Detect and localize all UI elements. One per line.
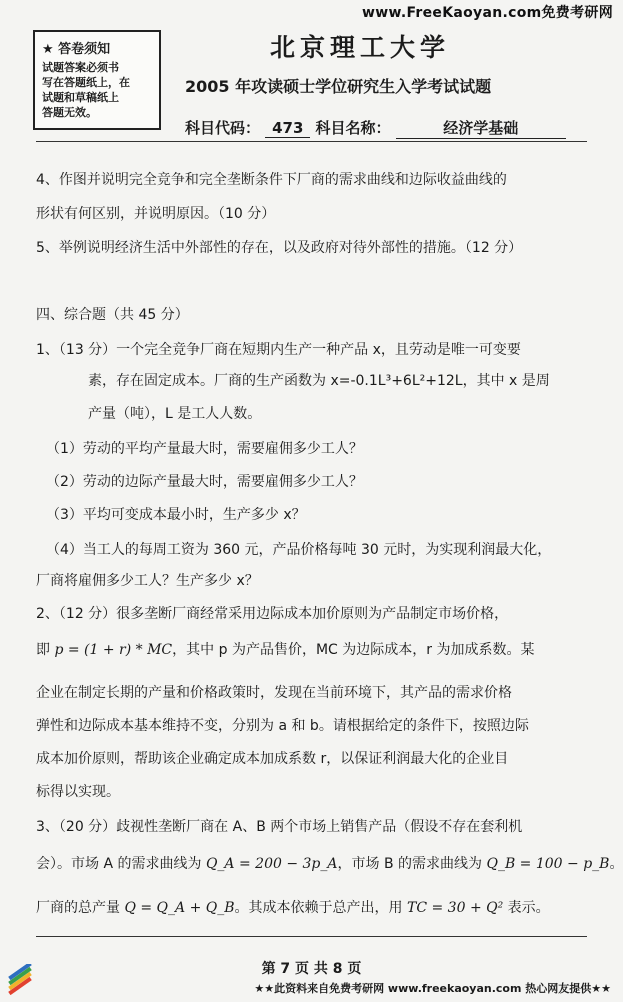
site-footer: ★★此资料来自免费考研网 www.freekaoyan.com 热心网友提供★★: [254, 982, 611, 995]
footer-rule: [36, 936, 587, 937]
text-span: 表示。: [503, 900, 550, 916]
notice-title: ★ 答卷须知: [42, 42, 111, 57]
notice-line: 答题无效。: [42, 106, 97, 119]
demand-a-formula: Q_A = 200 − 3p_A: [205, 856, 338, 872]
text-span: ，市场 B 的需求曲线为: [337, 856, 487, 872]
total-output-formula: Q = Q_A + Q_B: [124, 900, 235, 916]
text-span: 厂商的总产量: [36, 900, 125, 916]
comprehensive-3-line-1: 3、（20 分）歧视性垄断厂商在 A、B 两个市场上销售产品（假设不存在套利机: [36, 819, 523, 835]
subject-line: [185, 117, 566, 139]
exam-title: 2005 年攻读硕士学位研究生入学考试试题: [185, 77, 492, 96]
question-4-line-2: 形状有何区别，并说明原因。（10 分）: [36, 206, 276, 222]
university-name: 北京理工大学: [270, 33, 451, 62]
page-number: 第 7 页 共 8 页: [261, 961, 362, 977]
comprehensive-2-line-1: 2、（12 分）很多垄断厂商经常采用边际成本加价原则为产品制定市场价格，: [36, 606, 509, 622]
subject-name: 经济学基础: [396, 117, 566, 139]
section-4-title: 四、综合题（共 45 分）: [36, 307, 189, 323]
comprehensive-1-line-1: 1、（13 分）一个完全竞争厂商在短期内生产一种产品 x，且劳动是唯一可变要: [36, 342, 521, 358]
notice-line: 试题和草稿纸上: [42, 91, 119, 104]
comprehensive-2-line-3: 企业在制定长期的产量和价格政策时，发现在当前环境下，其产品的需求价格: [36, 685, 512, 701]
comprehensive-1-sub-2: （2）劳动的边际产量最大时，需要雇佣多少工人？: [46, 474, 363, 490]
subject-code: 473: [265, 119, 310, 138]
notice-body: [42, 60, 152, 120]
comprehensive-1-line-3: 产量（吨），L 是工人人数。: [88, 406, 262, 422]
comprehensive-1-sub-3: （3）平均可变成本最小时，生产多少 x？: [46, 507, 306, 523]
subject-name-label: 科目名称：: [315, 119, 391, 137]
site-logo-icon: [4, 964, 38, 998]
comprehensive-2-line-2: [36, 640, 534, 660]
notice-box: [33, 30, 161, 130]
comprehensive-1-sub-4: （4）当工人的每周工资为 360 元，产品价格每吨 30 元时，为实现利润最大化，: [46, 542, 552, 558]
text-span: 。: [609, 856, 623, 872]
text-span: ，其中 p 为产品售价，MC 为边际成本，r 为加成系数。某: [172, 642, 535, 658]
comprehensive-2-line-6: 标得以实现。: [36, 784, 120, 800]
notice-line: 试题答案必须书: [42, 61, 119, 74]
question-5-line-1: 5、举例说明经济生活中外部性的存在，以及政府对待外部性的措施。（12 分）: [36, 240, 523, 256]
question-4-line-1: 4、作图并说明完全竞争和完全垄断条件下厂商的需求曲线和边际收益曲线的: [36, 172, 507, 188]
site-banner: www.FreeKaoyan.com免费考研网: [362, 5, 613, 21]
text-span: 。其成本依赖于总产出，用: [234, 900, 407, 916]
demand-b-formula: Q_B = 100 − p_B: [486, 856, 610, 872]
markup-formula: p = (1 + r) * MC: [54, 642, 173, 658]
notice-line: 写在答题纸上，在: [42, 76, 130, 89]
text-span: 即: [36, 642, 55, 658]
subject-code-label: 科目代码：: [185, 119, 261, 137]
comprehensive-1-line-2: 素，存在固定成本。厂商的生产函数为 x=-0.1L³+6L²+12L，其中 x 是周: [88, 373, 550, 389]
comprehensive-1-sub-1: （1）劳动的平均产量最大时，需要雇佣多少工人？: [46, 441, 363, 457]
text-span: 会）。市场 A 的需求曲线为: [36, 856, 206, 872]
comprehensive-1-sub-4b: 厂商将雇佣多少工人？生产多少 x？: [36, 573, 259, 589]
comprehensive-2-line-5: 成本加价原则，帮助该企业确定成本加成系数 r，以保证利润最大化的企业目: [36, 751, 509, 767]
comprehensive-3-line-2: [36, 854, 623, 874]
comprehensive-3-line-3: [36, 898, 550, 918]
cost-formula: TC = 30 + Q²: [407, 900, 504, 916]
comprehensive-2-line-4: 弹性和边际成本基本维持不变，分别为 a 和 b。请根据给定的条件下，按照边际: [36, 718, 529, 734]
header-divider: [36, 141, 587, 142]
